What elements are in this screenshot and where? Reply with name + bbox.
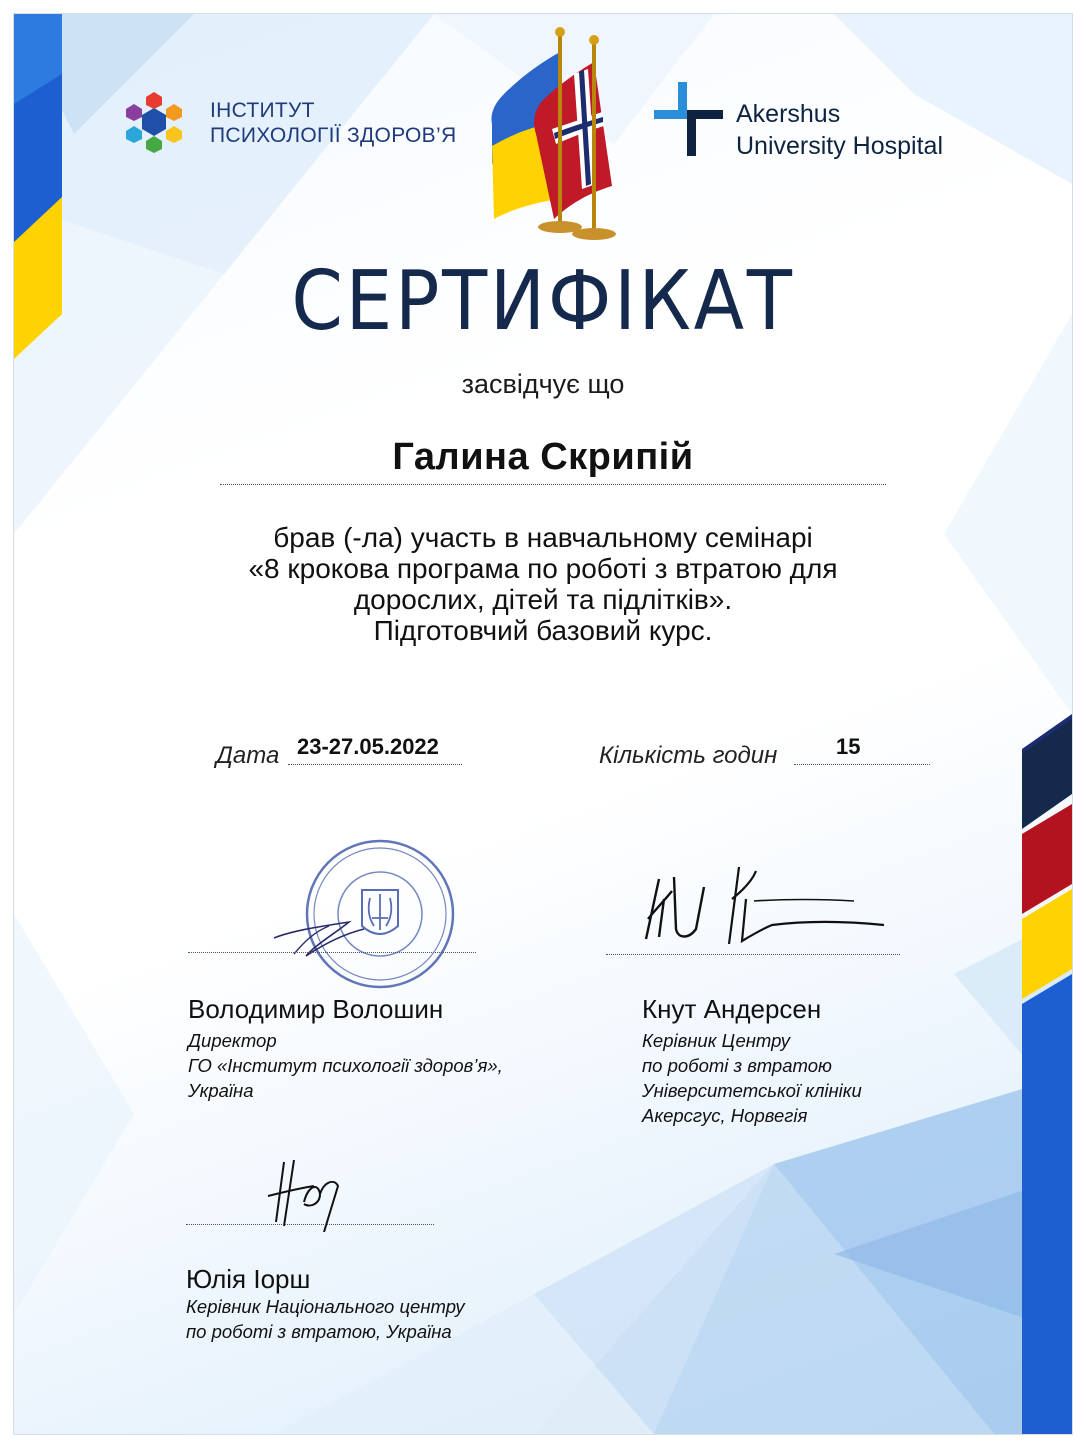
recipient-name: Галина Скрипій [392,436,694,478]
signature-line-1 [188,952,476,953]
signature-2-mark [634,859,894,959]
attests-text: засвідчує що [461,369,625,399]
role-line: по роботі з втратою [642,1055,832,1076]
role-line: Україна [188,1080,254,1101]
institute-logo-icon [117,86,191,156]
institute-name-line1: ІНСТИТУТ [210,99,315,122]
signature-line-2 [606,954,900,955]
certificate-page [14,14,1072,1434]
signature-3-mark [254,1142,374,1232]
hospital-name [736,98,943,162]
date-underline [288,764,462,765]
body-line: Підготовчий базовий курс. [373,615,713,646]
role-line: Керівник Національного центру [186,1296,465,1317]
signatory-1-name: Володимир Волошин [188,994,444,1024]
date-label: Дата [216,742,280,769]
body-line: брав (-ла) участь в навчальному семінарі [273,522,813,553]
hours-underline [794,764,930,765]
hours-label: Кількість годин [599,742,778,769]
hours-value: 15 [836,734,861,759]
institute-name [210,98,456,148]
role-line: Акерсгус, Норвегія [642,1105,808,1126]
role-line: по роботі з втратою, Україна [186,1321,452,1342]
flags-icon [482,14,672,244]
signature-line-3 [186,1224,434,1225]
role-line: Керівник Центру [642,1030,791,1051]
signatory-1-role [188,1028,503,1103]
certificate-body [14,522,1072,646]
recipient-underline [220,484,886,485]
body-line: дорослих, дітей та підлітків». [353,584,733,615]
role-line: ГО «Інститут психології здоров’я», [188,1055,503,1076]
akershus-logo-icon [654,82,726,158]
body-line: «8 крокова програма по роботі з втратою для [248,553,838,584]
signatory-3-role [186,1294,465,1344]
signatory-2-role [642,1028,862,1128]
certificate-title: СЕРТИФІКАТ [291,254,795,349]
role-line: Директор [188,1030,277,1051]
seal-stamp-icon [254,834,474,994]
date-value: 23-27.05.2022 [297,734,439,759]
role-line: Університетської клініки [642,1080,862,1101]
hospital-name-line2: University Hospital [736,132,944,160]
hospital-name-line1: Akershus [736,100,841,128]
signatory-2-name: Кнут Андерсен [642,994,822,1024]
institute-name-line2: ПСИХОЛОГІЇ ЗДОРОВ’Я [210,124,457,147]
signatory-3-name: Юлія Іорш [186,1264,311,1294]
